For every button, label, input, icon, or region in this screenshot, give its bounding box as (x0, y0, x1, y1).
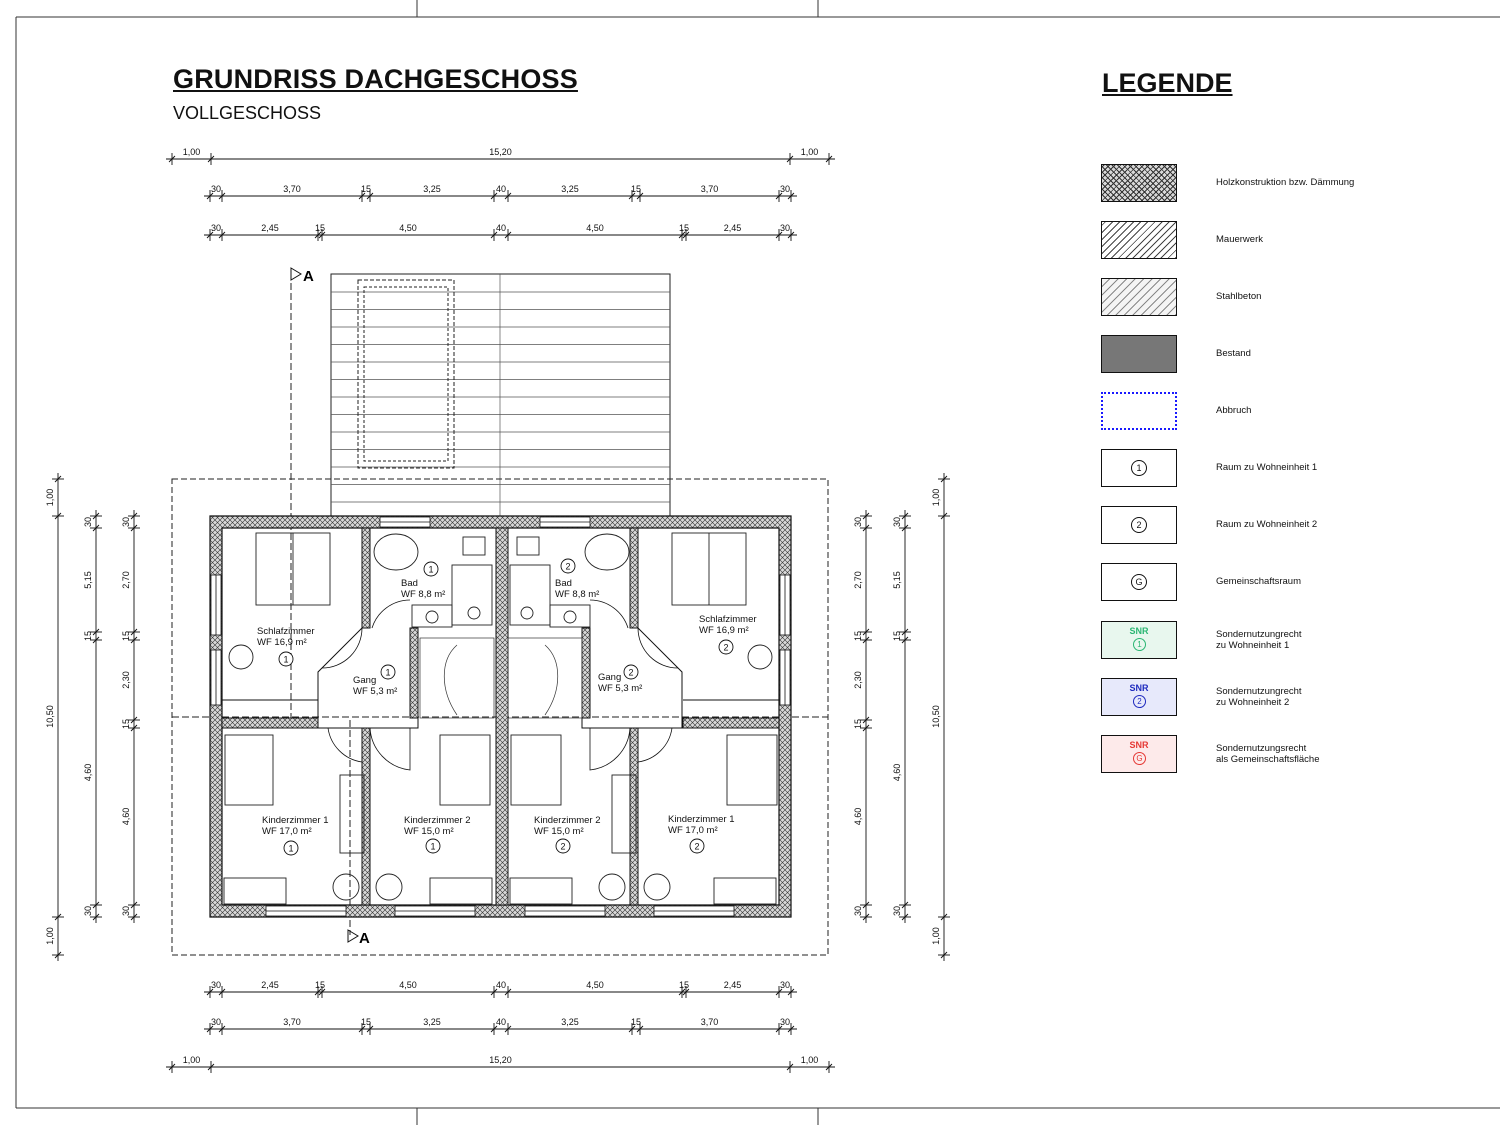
dimension-label: 2,45 (723, 223, 742, 233)
dimension-label: 30 (779, 980, 791, 990)
unit-number: 2 (565, 561, 571, 572)
dimension-label: 30 (853, 516, 863, 528)
legend-label: Sondernutzungsrecht als Gemeinschaftsfläche (1216, 743, 1320, 765)
dimension-label: 30 (210, 184, 222, 194)
legend-label: Abbruch (1216, 405, 1252, 416)
unit-number: 1 (428, 564, 434, 575)
dimension-label: 4,50 (399, 980, 417, 990)
dimension-label: 3,25 (423, 184, 441, 194)
dimension-label: 3,70 (283, 1017, 301, 1027)
legend-unit-circle: 2 (1131, 517, 1147, 533)
legend-snr-circle: G (1133, 752, 1146, 765)
legend-snr-text: SNR (1129, 740, 1149, 750)
dimension-label: 2,45 (723, 980, 742, 990)
unit-number: 1 (283, 654, 289, 665)
dimension-label: 30 (853, 905, 863, 917)
room-label (404, 815, 471, 853)
dimension-label: 4,50 (399, 223, 417, 233)
dimension-label: 40 (495, 223, 507, 233)
dimension-label: 1,00 (800, 147, 819, 157)
dimension-label: 30 (121, 905, 131, 917)
room-area: WF 5,3 m² (598, 683, 643, 694)
room-name: Kinderzimmer 2 (404, 815, 471, 826)
dimension-label: 15 (678, 223, 690, 233)
legend-label: Sondernutzungrecht zu Wohneinheit 1 (1216, 629, 1302, 651)
dimension-label: 4,50 (586, 223, 604, 233)
dimension-label: 15,20 (489, 1055, 512, 1065)
dimension-label: 15 (678, 980, 690, 990)
legend-title: LEGENDE (1102, 68, 1233, 98)
legend-label: Holzkonstruktion bzw. Dämmung (1216, 177, 1355, 188)
dimension-label: 15 (83, 630, 93, 642)
dimension-label: 4,60 (83, 763, 93, 782)
dimension-label: 30 (892, 516, 902, 528)
dimension-label: 2,45 (261, 223, 279, 233)
room-area: WF 15,0 m² (534, 826, 584, 837)
section-label-top: A (303, 268, 314, 285)
room-name: Schlafzimmer (699, 614, 757, 625)
room-label (598, 665, 642, 694)
dimension-label: 3,70 (700, 1017, 719, 1027)
room-name: Gang (353, 675, 377, 686)
dimension-label: 30 (83, 516, 93, 528)
dimension-label: 30 (83, 905, 93, 917)
dimension-label: 3,25 (561, 184, 579, 194)
room-label (534, 815, 601, 853)
dimension-label: 10,50 (45, 705, 55, 728)
dimension-label: 3,70 (283, 184, 301, 194)
dimension-label: 15 (121, 630, 131, 642)
dimension-label: 15,20 (489, 147, 512, 157)
dimension-label: 15 (630, 1017, 642, 1027)
dimension-label: 15 (314, 223, 326, 233)
dimension-label: 15 (630, 184, 642, 194)
room-name: Bad (401, 578, 418, 589)
dimension-label: 15 (892, 630, 902, 642)
legend-label: Raum zu Wohneinheit 1 (1216, 462, 1318, 473)
dimension-label: 1,00 (45, 488, 55, 507)
dimension-label: 1,00 (45, 927, 55, 945)
unit-number: 2 (628, 667, 634, 678)
legend-unit-circle: 1 (1131, 460, 1147, 476)
dimension-label: 15 (360, 184, 372, 194)
room-label (257, 626, 315, 666)
dimension-label: 4,50 (586, 980, 604, 990)
room-name: Schlafzimmer (257, 626, 315, 637)
dimension-label: 15 (853, 718, 863, 730)
legend-unit-circle: G (1131, 574, 1147, 590)
legend-label: Stahlbeton (1216, 291, 1262, 302)
room-area: WF 17,0 m² (668, 825, 718, 836)
dimension-label: 15 (314, 980, 326, 990)
legend-label: Bestand (1216, 348, 1251, 359)
dimension-label: 40 (495, 184, 507, 194)
dimension-label: 30 (210, 980, 222, 990)
dimension-label: 4,60 (892, 763, 902, 782)
plan-subtitle: VOLLGESCHOSS (173, 103, 322, 123)
dimension-label: 5,15 (83, 571, 93, 589)
roof-terrace (331, 274, 670, 517)
legend-snr-text: SNR (1129, 626, 1149, 636)
dimension-label: 2,45 (261, 980, 279, 990)
dimension-label: 30 (210, 223, 222, 233)
dimension-label: 15 (853, 630, 863, 642)
dimension-label: 1,00 (931, 927, 941, 945)
room-label (353, 665, 397, 697)
section-label-bottom: A (359, 930, 370, 947)
legend-snr-circle: 1 (1133, 638, 1146, 651)
dimension-label: 3,25 (561, 1017, 579, 1027)
legend-snr-text: SNR (1129, 683, 1149, 693)
dimension-label: 15 (121, 718, 131, 730)
dimension-label: 30 (779, 1017, 791, 1027)
dimension-label: 15 (360, 1017, 372, 1027)
unit-number: 2 (694, 841, 700, 852)
dimension-label: 1,00 (182, 1055, 201, 1065)
room-name: Kinderzimmer 2 (534, 815, 601, 826)
room-name: Bad (555, 578, 572, 589)
legend-label: Sondernutzungrecht zu Wohneinheit 2 (1216, 686, 1302, 708)
room-name: Gang (598, 672, 622, 683)
legend-label: Raum zu Wohneinheit 2 (1216, 519, 1318, 530)
dimension-label: 4,60 (121, 807, 131, 826)
room-area: WF 16,9 m² (699, 625, 749, 636)
room-label (262, 815, 329, 855)
dimension-label: 1,00 (800, 1055, 819, 1065)
dimension-label: 10,50 (931, 705, 941, 728)
room-area: WF 17,0 m² (262, 826, 312, 837)
unit-number: 1 (288, 843, 294, 854)
dimension-label: 5,15 (892, 571, 902, 589)
room-area: WF 8,8 m² (401, 589, 446, 600)
room-label (668, 814, 735, 853)
legend-snr-circle: 2 (1133, 695, 1146, 708)
legend-label: Gemeinschaftsraum (1216, 576, 1302, 587)
unit-number: 2 (560, 841, 566, 852)
plan-title: GRUNDRISS DACHGESCHOSS (173, 64, 578, 94)
legend-label: Mauerwerk (1216, 234, 1263, 245)
dimension-label: 40 (495, 1017, 507, 1027)
dimension-label: 40 (495, 980, 507, 990)
dimension-label: 2,30 (853, 671, 863, 689)
dimension-label: 30 (779, 223, 791, 233)
dimension-label: 3,70 (700, 184, 719, 194)
room-area: WF 5,3 m² (353, 686, 398, 697)
room-label (699, 614, 757, 654)
room-area: WF 8,8 m² (555, 589, 600, 600)
dimension-label: 1,00 (182, 147, 201, 157)
room-name: Kinderzimmer 1 (262, 815, 329, 826)
unit-number: 1 (430, 841, 436, 852)
dimension-label: 30 (779, 184, 791, 194)
unit-number: 1 (385, 667, 391, 678)
dimension-label: 2,70 (853, 571, 863, 589)
dimension-label: 3,25 (423, 1017, 441, 1027)
room-area: WF 15,0 m² (404, 826, 454, 837)
section-marker-top (291, 268, 314, 285)
room-name: Kinderzimmer 1 (668, 814, 735, 825)
dimension-label: 1,00 (931, 488, 941, 507)
dimension-label: 2,70 (121, 571, 131, 589)
sheet-frame (16, 0, 1500, 1125)
unit-number: 2 (723, 642, 729, 653)
dimension-label: 30 (210, 1017, 222, 1027)
room-area: WF 16,9 m² (257, 637, 307, 648)
dimension-label: 30 (121, 516, 131, 528)
dimension-label: 2,30 (121, 671, 131, 689)
dimension-label: 4,60 (853, 807, 863, 826)
section-marker-bottom (348, 930, 370, 947)
dimension-label: 30 (892, 905, 902, 917)
